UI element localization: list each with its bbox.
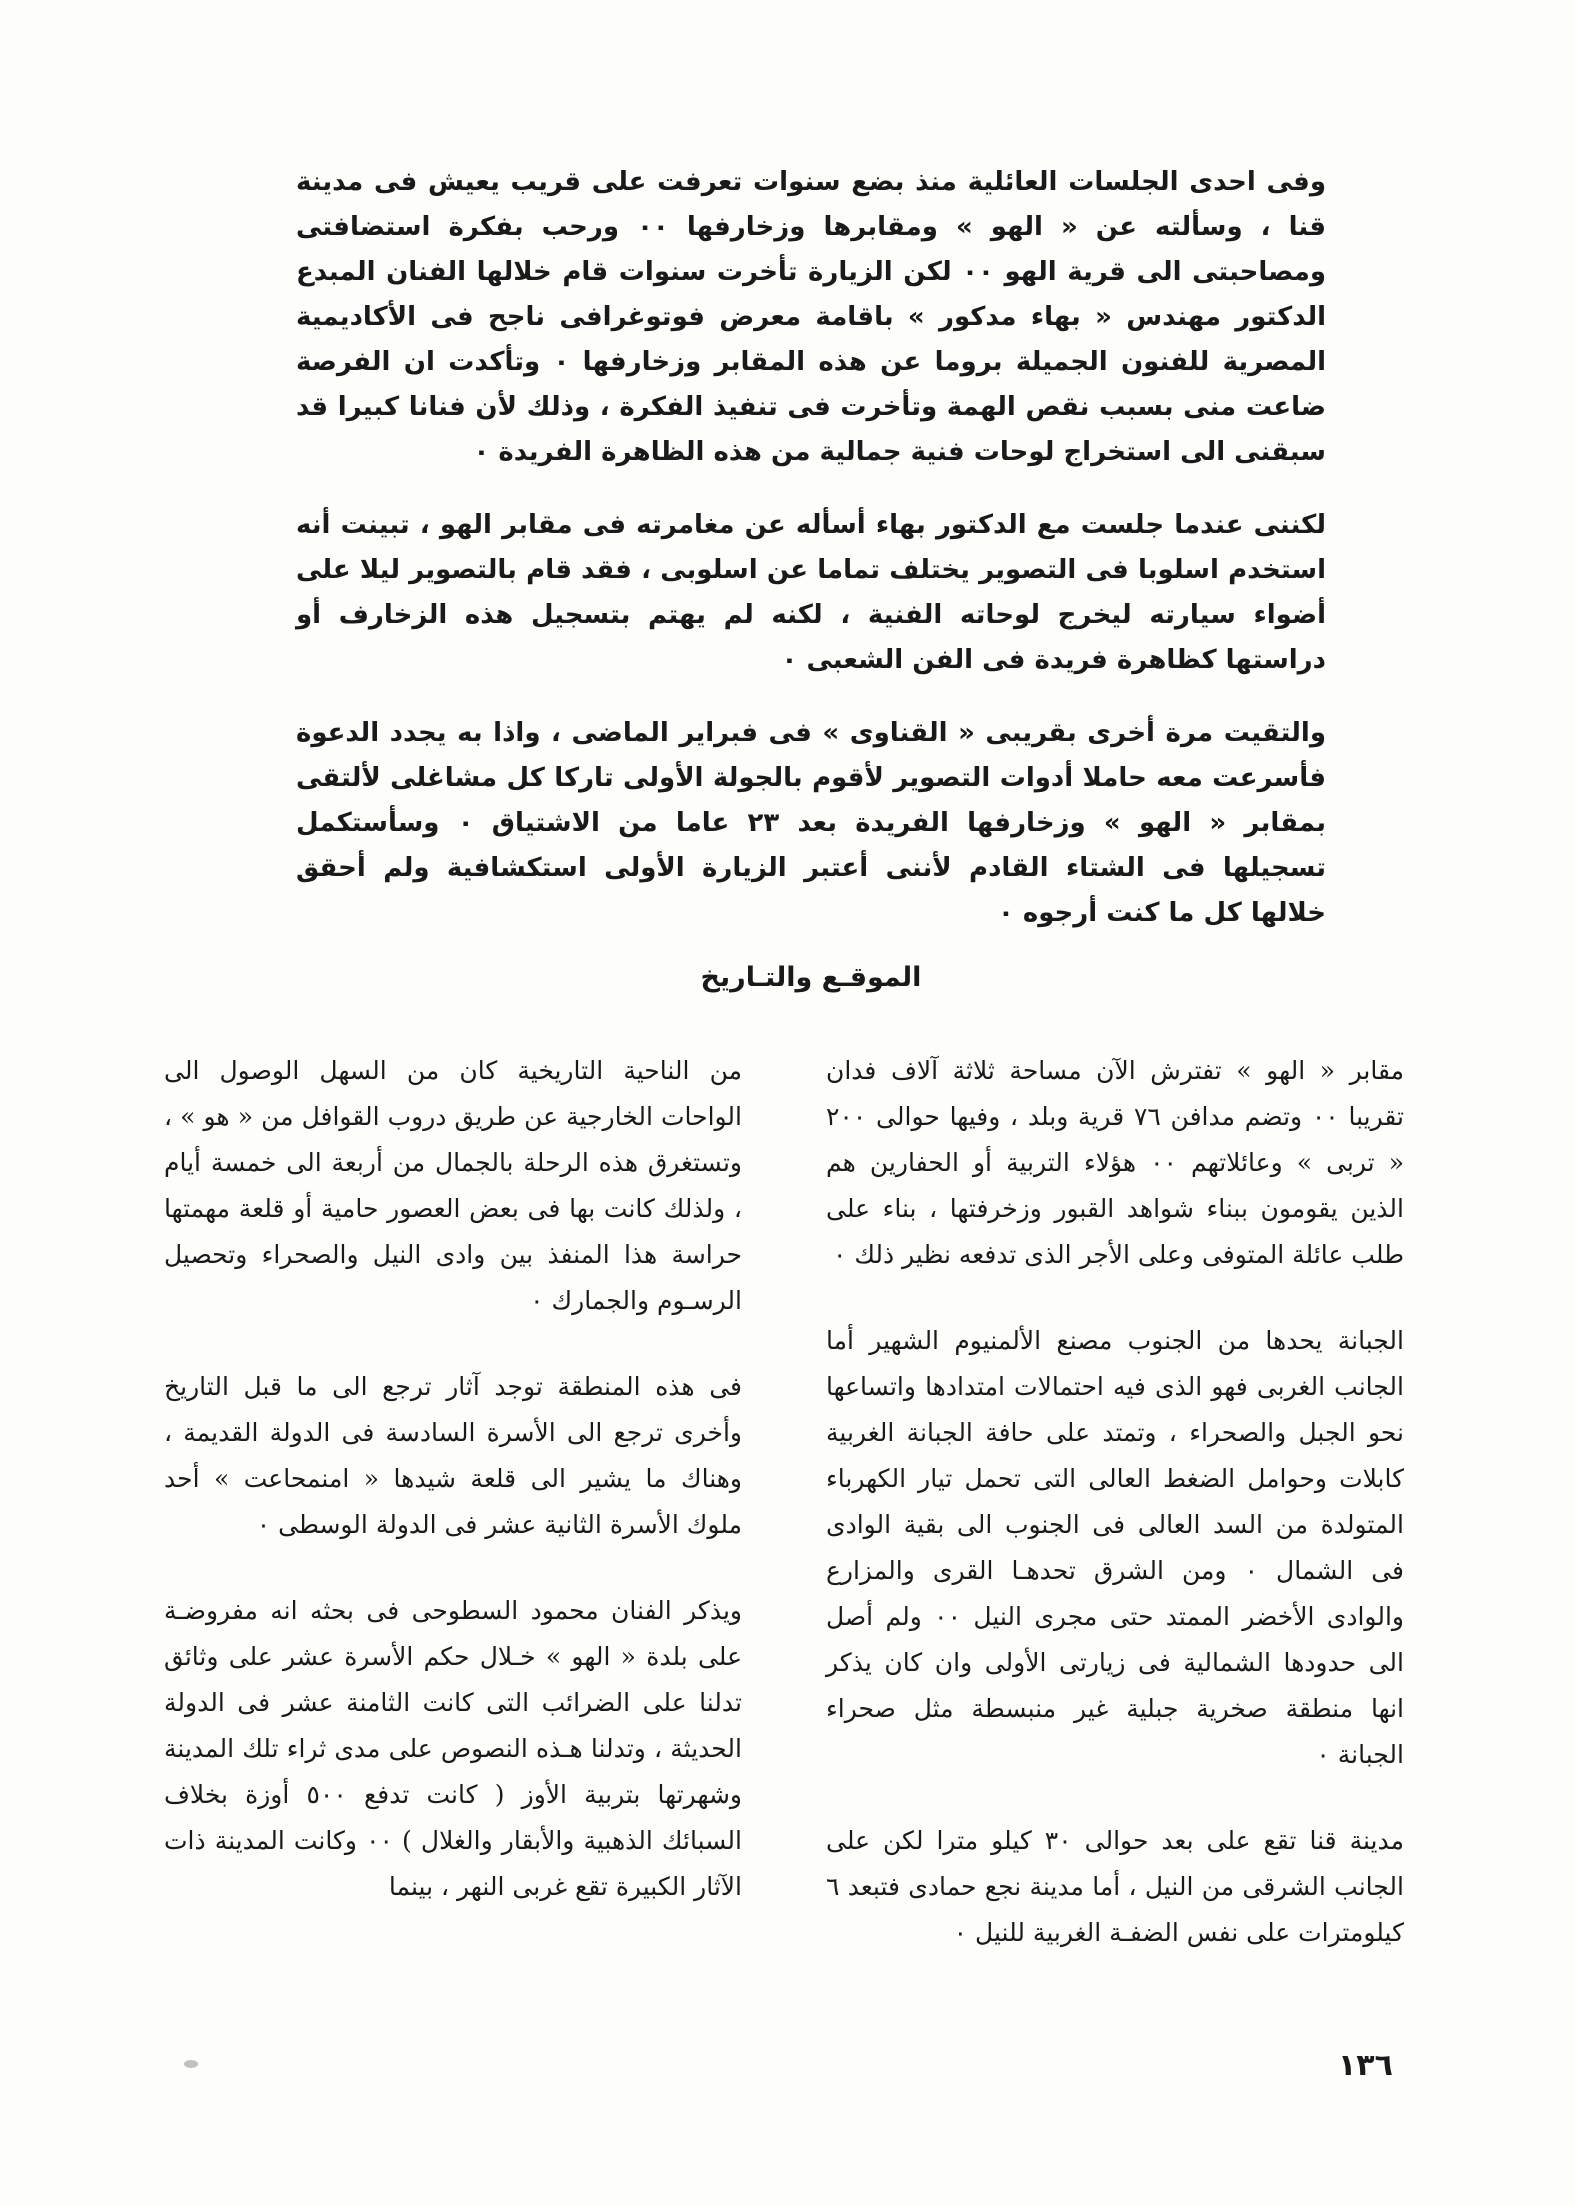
scan-speck: [184, 2060, 198, 2068]
intro-paragraph: وفى احدى الجلسات العائلية منذ بضع سنوات تعرفت على قريب يعيش فى مدينة قنا ، وسألته عن « الهو » ومقابرها وزخارفها ٠٠ ورحب بفكرة استضافتى ومصاحبتى الى قرية الهو ٠٠ لكن الزيارة تأخرت سنوات قام خلالها الفنان المبدع الدكتور مهندس « بهاء مدكور » باقامة معرض فوتوغرافى ناجح فى الأكاديمية المصرية للفنون الجميلة بروما عن هذه المقابر وزخارفها ٠ وتأكدت ان الفرصة ضاعت منى بسبب نقص الهمة وتأخرت فى تنفيذ الفكرة ، وذلك لأن فنانا كبيرا قد سبقنى الى استخراج لوحات فنية جمالية من هذه الظاهرة الفريدة ٠: [296, 167, 1327, 467]
page-number: ١٣٦: [1338, 2048, 1393, 2083]
column-paragraph: ويذكر الفنان محمود السطوحى فى بحثه انه مفروضـة على بلدة « الهو » خـلال حكم الأسرة عشر على وثائق تدلنا على الضرائب التى كانت الثامنة عشر فى الدولة الحديثة ، وتدلنا هـذه النصوص على مدى ثراء تلك المدينة وشهرتها بتربية الأوز ( كانت تدفع ٥٠٠ أوزة بخلاف السبائك الذهبية والأبقار والغلال ) ٠٠ وكانت المدينة ذات الآثار الكبيرة تقع غربى النهر ، بينما: [164, 1596, 742, 1901]
column-paragraph: مقابر « الهو » تفترش الآن مساحة ثلاثة آلاف فدان تقريبا ٠٠ وتضم مدافن ٧٦ قرية وبلد ، وفيها حوالى ٢٠٠ « تربى » وعائلاتهم ٠٠ هؤلاء التربية أو الحفارين هم الذين يقومون ببناء شواهد القبور وزخرفتها ، بناء على طلب عائلة المتوفى وعلى الأجر الذى تدفعه نظير ذلك ٠: [826, 1056, 1405, 1269]
column-paragraph: الجبانة يحدها من الجنوب مصنع الألمنيوم الشهير أما الجانب الغربى فهو الذى فيه احتمالات امتدادها واتساعها نحو الجبل والصحراء ، وتمتد على حافة الجبانة الغربية كابلات وحوامل الضغط العالى التى تحمل تيار الكهرباء المتولدة من السد العالى فى الجنوب الى بقية الوادى فى الشمال ٠ ومن الشرق تحدهـا القرى والمزارع والوادى الأخضر الممتد حتى مجرى النيل ٠٠ ولم أصل الى حدودها الشمالية فى زيارتى الأولى وان كان يذكر انها منطقة صخرية جبلية غير منبسطة مثل صحراء الجبانة ٠: [826, 1326, 1404, 1769]
intro-paragraph: لكننى عندما جلست مع الدكتور بهاء أسأله عن مغامرته فى مقابر الهو ، تبينت أنه استخدم اسلوبا فى التصوير يختلف تماما عن اسلوبى ، فقد قام بالتصوير ليلا على أضواء سيارته ليخرج لوحاته الفنية ، لكنه لم يهتم بتسجيل هذه الزخارف أو دراستها كظاهرة فريدة فى الفن الشعبى ٠: [296, 510, 1326, 675]
intro-text-block: [296, 160, 1326, 964]
intro-paragraph: والتقيت مرة أخرى بقريبى « القناوى » فى فبراير الماضى ، واذا به يجدد الدعوة فأسرعت معه حاملا أدوات التصوير لأقوم بالجولة الأولى تاركا كل مشاغلى لألتقى بمقابر « الهو » وزخارفها الفريدة بعد ٢٣ عاما من الاشتياق ٠ وسأستكمل تسجيلها فى الشتاء القادم لأننى أعتبر الزيارة الأولى استكشافية ولم أحقق خلالها كل ما كنت أرجوه ٠: [296, 718, 1326, 928]
column-paragraph: من الناحية التاريخية كان من السهل الوصول الى الواحات الخارجية عن طريق دروب القوافل من « هو » ، وتستغرق هذه الرحلة بالجمال من أربعة الى خمسة أيام ، ولذلك كانت بها فى بعض العصور حامية أو قلعة مهمتها حراسة هذا المنفذ بين وادى النيل والصحراء وتحصيل الرسـوم والجمارك ٠: [164, 1056, 742, 1315]
column-paragraph: مدينة قنا تقع على بعد حوالى ٣٠ كيلو مترا لكن على الجانب الشرقى من النيل ، أما مدينة نجع حمادى فتبعد ٦ كيلومترات على نفس الضفـة الغربية للنيل ٠: [826, 1826, 1404, 1947]
column-paragraph: فى هذه المنطقة توجد آثار ترجع الى ما قبل التاريخ وأخرى ترجع الى الأسرة السادسة فى الدولة القديمة ، وهناك ما يشير الى قلعة شيدها « امنمحاعت » أحد ملوك الأسرة الثانية عشر فى الدولة الوسطى ٠: [164, 1372, 742, 1539]
section-heading: الموقـع والتـاريخ: [700, 962, 922, 993]
right-text-column: [826, 1048, 1404, 1996]
left-text-column: [164, 1048, 742, 1950]
